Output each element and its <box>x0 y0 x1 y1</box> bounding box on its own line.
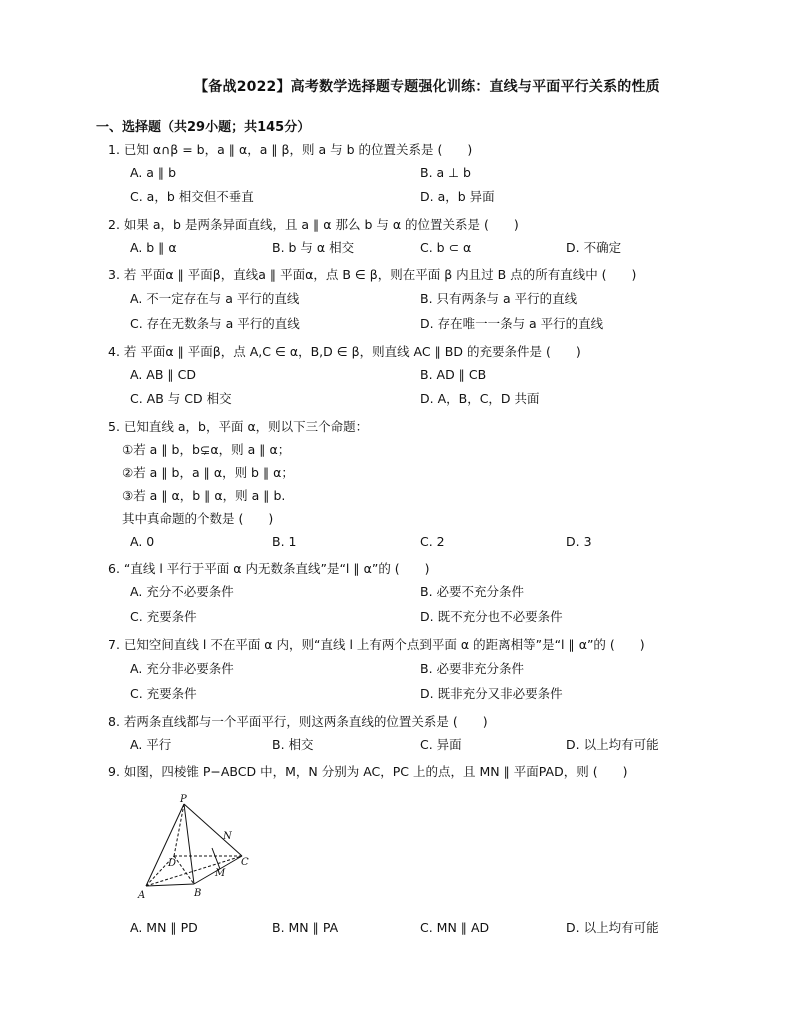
q5-proposition-3: ③若 a ∥ α，b ∥ α，则 a ∥ b. <box>122 488 286 503</box>
pyramid-figure <box>130 792 260 902</box>
q6-option-c: C. 充要条件 <box>130 609 197 624</box>
q2-option-a: A. b ∥ α <box>130 240 177 255</box>
question-4-stem: 4. 若 平面α ∥ 平面β，点 A,C ∈ α，B,D ∈ β，则直线 AC ∥ BD 的充要条件是 ( ) <box>108 344 581 359</box>
q2-option-c: C. b ⊂ α <box>420 240 472 255</box>
q3-option-a: A. 不一定存在与 a 平行的直线 <box>130 291 300 306</box>
q7-option-a: A. 充分非必要条件 <box>130 661 234 676</box>
q5-ask: 其中真命题的个数是 ( ) <box>122 511 274 526</box>
q9-option-c: C. MN ∥ AD <box>420 920 490 935</box>
q4-option-d: D. A，B，C，D 共面 <box>420 391 540 406</box>
label-n: N <box>223 831 232 842</box>
label-p: P <box>180 794 187 805</box>
q1-option-a: A. a ∥ b <box>130 165 177 180</box>
section-heading: 一、选择题（共29小题；共145分） <box>96 120 311 135</box>
q4-option-c: C. AB 与 CD 相交 <box>130 391 232 406</box>
question-7-stem: 7. 已知空间直线 l 不在平面 α 内，则“直线 l 上有两个点到平面 α 的距离相等”是“l ∥ α”的 ( ) <box>108 637 645 652</box>
q8-option-c: C. 异面 <box>420 737 462 752</box>
q3-option-c: C. 存在无数条与 a 平行的直线 <box>130 316 300 331</box>
q7-option-d: D. 既非充分又非必要条件 <box>420 686 563 701</box>
q7-option-c: C. 充要条件 <box>130 686 197 701</box>
question-5-stem: 5. 已知直线 a，b，平面 α，则以下三个命题： <box>108 419 369 434</box>
q3-option-d: D. 存在唯一一条与 a 平行的直线 <box>420 316 604 331</box>
label-b: B <box>194 888 202 899</box>
q4-option-b: B. AD ∥ CB <box>420 367 487 382</box>
q1-option-b: B. a ⊥ b <box>420 165 471 180</box>
q9-option-b: B. MN ∥ PA <box>272 920 339 935</box>
label-m: M <box>215 868 226 879</box>
q5-option-d: D. 3 <box>566 534 592 549</box>
q8-option-d: D. 以上均有可能 <box>566 737 659 752</box>
question-1-stem: 1. 已知 α∩β = b，a ∥ α，a ∥ β，则 a 与 b 的位置关系是 ( ) <box>108 142 473 157</box>
question-3-stem: 3. 若 平面α ∥ 平面β，直线a ∥ 平面α，点 B ∈ β，则在平面 β 内且过 B 点的所有直线中 ( ) <box>108 267 637 282</box>
q9-option-a: A. MN ∥ PD <box>130 920 198 935</box>
q8-option-b: B. 相交 <box>272 737 314 752</box>
q1-option-c: C. a，b 相交但不垂直 <box>130 189 254 204</box>
q1-option-d: D. a，b 异面 <box>420 189 495 204</box>
q4-option-a: A. AB ∥ CD <box>130 367 196 382</box>
page-title: 【备战2022】高考数学选择题专题强化训练：直线与平面平行关系的性质 <box>194 79 660 95</box>
q6-option-b: B. 必要不充分条件 <box>420 584 525 599</box>
q2-option-b: B. b 与 α 相交 <box>272 240 355 255</box>
q8-option-a: A. 平行 <box>130 737 172 752</box>
q6-option-a: A. 充分不必要条件 <box>130 584 234 599</box>
q5-option-c: C. 2 <box>420 534 445 549</box>
label-c: C <box>241 857 249 868</box>
q6-option-d: D. 既不充分也不必要条件 <box>420 609 563 624</box>
q7-option-b: B. 必要非充分条件 <box>420 661 525 676</box>
question-2-stem: 2. 如果 a，b 是两条异面直线，且 a ∥ α 那么 b 与 α 的位置关系是 ( ) <box>108 217 519 232</box>
question-6-stem: 6. “直线 l 平行于平面 α 内无数条直线”是“l ∥ α”的 ( ) <box>108 561 430 576</box>
q5-proposition-1: ①若 a ∥ b，b⊊α，则 a ∥ α； <box>122 442 291 457</box>
question-8-stem: 8. 若两条直线都与一个平面平行，则这两条直线的位置关系是 ( ) <box>108 714 488 729</box>
q2-option-d: D. 不确定 <box>566 240 622 255</box>
q5-option-b: B. 1 <box>272 534 297 549</box>
label-d: D <box>168 858 177 869</box>
q9-option-d: D. 以上均有可能 <box>566 920 659 935</box>
q5-proposition-2: ②若 a ∥ b，a ∥ α，则 b ∥ α； <box>122 465 294 480</box>
q5-option-a: A. 0 <box>130 534 155 549</box>
label-a: A <box>138 890 146 901</box>
question-9-stem: 9. 如图，四棱锥 P−ABCD 中，M，N 分别为 AC，PC 上的点，且 MN ∥ 平面PAD，则 ( ) <box>108 764 628 779</box>
q3-option-b: B. 只有两条与 a 平行的直线 <box>420 291 578 306</box>
